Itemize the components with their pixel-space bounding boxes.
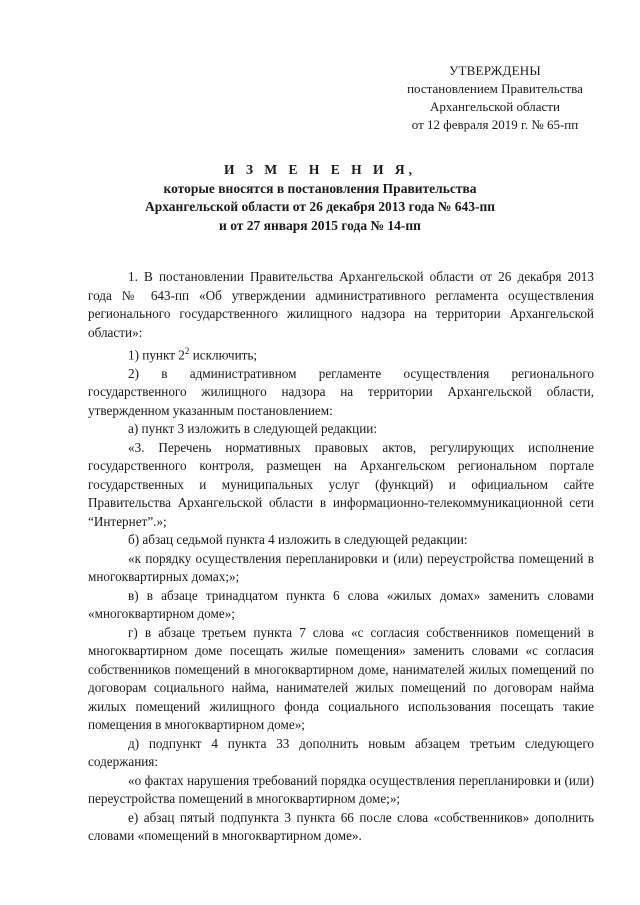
approval-line-2: постановлением Правительства — [407, 81, 583, 96]
document-body — [88, 268, 594, 846]
paragraph-2-superscript: 2 — [184, 346, 190, 356]
paragraph-1: 1. В постановлении Правительства Архангельской области от 26 декабря 2013 года № 643-пп «Об утверждении административного регламента осуществления регионального государственного жилищного надзора на территории Архангельской области»: — [88, 269, 594, 340]
paragraph-3: 2) в административном регламенте осуществления регионального государственного жилищного надзора на территории Архангельской области, утвержденном указанным постановлением: — [88, 365, 594, 418]
heading-title: И З М Е Н Е Н И Я, — [223, 162, 416, 177]
paragraph-9: г) в абзаце третьем пункта 7 слова «с согласия собственников помещений в многоквартирном доме посещать жилые помещения» заменить словами «с согласия собственников помещений в многоквартирном доме, нанимателей жилых помещений по договорам социального найма, нанимателей жилых помещений по договорам найма жилых помещений жилищного фонда социального использования посещать такие помещения в многоквартирном доме»; — [88, 624, 594, 733]
approval-line-3: Архангельской области — [430, 99, 560, 114]
heading-line-3: и от 27 января 2015 года № 14-пп — [219, 217, 421, 233]
paragraph-10: д) подпункт 4 пункта 33 дополнить новым абзацем третьим следующего содержания: — [88, 735, 594, 770]
paragraph-5: «3. Перечень нормативных правовых актов, регулирующих исполнение государственного контроля, размещен на Архангельском региональном портале государственных и муниципальных услуг (функций) и официальном сайте Правительства Архангельской области в информационно-телекоммуникационной сети “Интернет”.»; — [88, 439, 594, 529]
paragraph-12: е) абзац пятый подпункта 3 пункта 66 после слова «собственников» дополнить словами «помещений в многоквартирном доме». — [88, 809, 594, 844]
approval-title: УТВЕРЖДЕНЫ — [449, 63, 541, 78]
paragraph-11: «о фактах нарушения требований порядка осуществления перепланировки и (или) переустройства помещений в многоквартирном доме;»; — [88, 772, 594, 807]
paragraph-6: б) абзац седьмой пункта 4 изложить в следующей редакции: — [128, 532, 468, 548]
approval-stamp — [370, 62, 620, 134]
paragraph-4: а) пункт 3 изложить в следующей редакции: — [128, 421, 378, 437]
approval-date-number: от 12 февраля 2019 г. № 65-пп — [411, 117, 579, 132]
document-heading — [0, 161, 640, 235]
paragraph-7: «к порядку осуществления перепланировки и (или) переустройства помещений в многоквартирных домах;»; — [88, 550, 594, 585]
heading-line-2: Архангельской области от 26 декабря 2013 года № 643-пп — [144, 199, 496, 214]
paragraph-2-text: 1) пункт 2 — [128, 347, 185, 363]
heading-line-1: которые вносятся в постановления Правительства — [163, 180, 477, 196]
paragraph-2-tail: исключить; — [189, 347, 258, 363]
paragraph-2 — [88, 342, 594, 365]
paragraph-8: в) в абзаце тринадцатом пункта 6 слова «жилых домах» заменить словами «многоквартирном доме»; — [88, 587, 594, 622]
